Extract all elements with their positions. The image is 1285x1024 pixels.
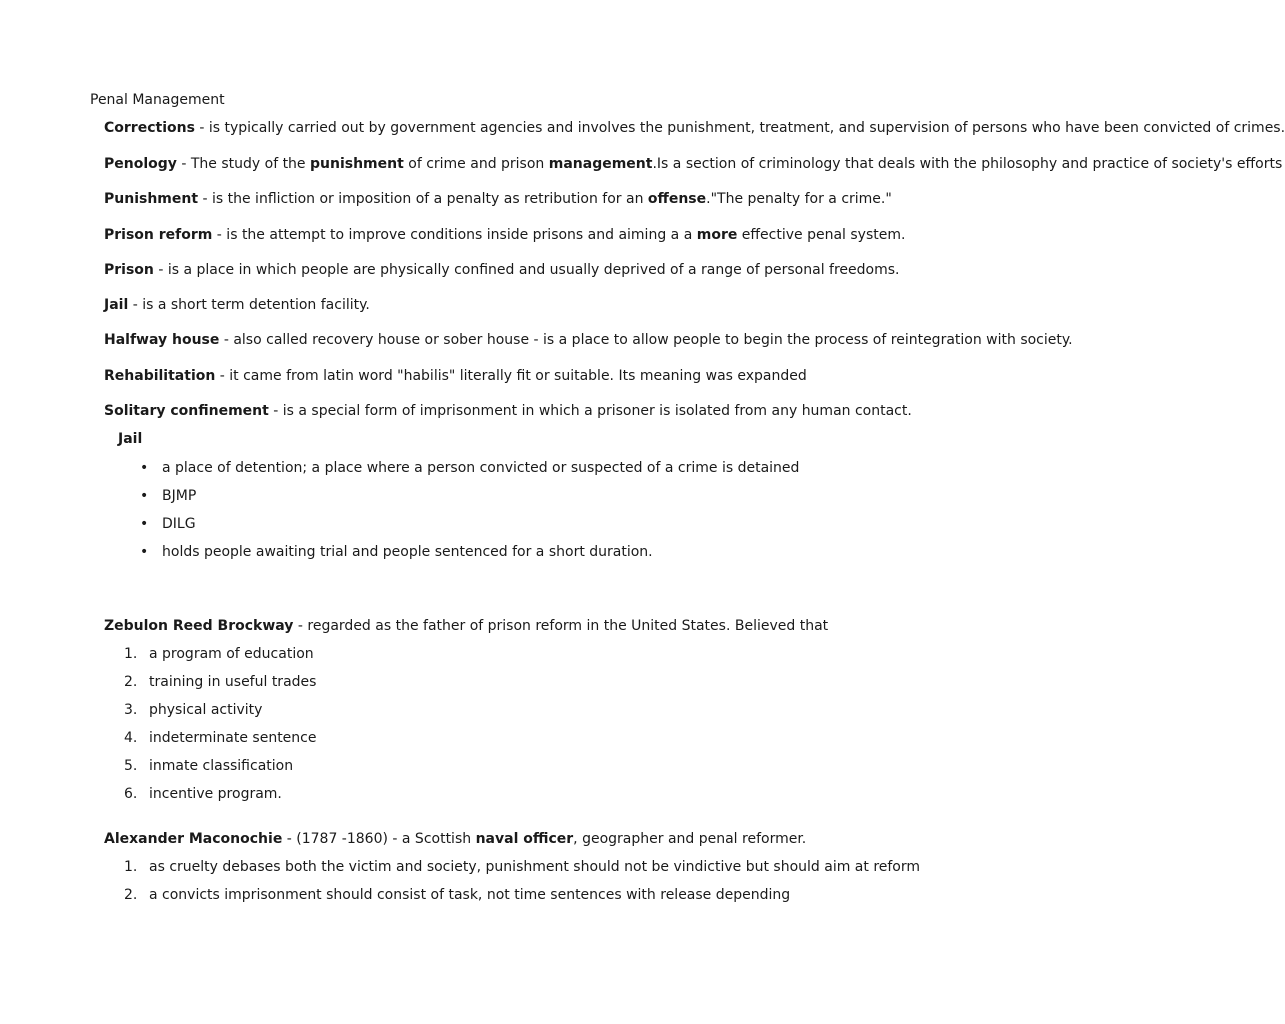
term: Rehabilitation	[104, 368, 216, 384]
text-run: - is the attempt to improve conditions inside prisons and aiming a a	[212, 227, 697, 243]
bullet-text: BJMP	[162, 488, 197, 504]
bullet-dot-icon	[140, 515, 162, 533]
definition-line	[104, 367, 807, 385]
text-run: - is a special form of imprisonment in which a prisoner is isolated from any human contact.	[268, 403, 912, 419]
term: Jail	[104, 297, 129, 313]
term: Corrections	[104, 120, 195, 136]
item-number: 6.	[124, 786, 138, 802]
item-text: inmate classification	[149, 758, 294, 774]
definition-line	[104, 226, 905, 244]
definition-line	[104, 190, 892, 208]
definition-line	[104, 119, 1285, 137]
numbered-item	[124, 785, 282, 803]
numbered-item	[124, 645, 314, 663]
term: punishment	[310, 156, 404, 172]
jail-heading: Jail	[118, 431, 143, 447]
text-run: - also called recovery house or sober house - is a place to allow people to begin the process of reintegration with society.	[219, 332, 1073, 348]
page-title: Penal Management	[90, 92, 225, 108]
text-run: effective penal system.	[737, 227, 906, 243]
bullet-text: holds people awaiting trial and people sentenced for a short duration.	[162, 544, 653, 560]
item-number: 1.	[124, 859, 138, 875]
numbered-item	[124, 729, 316, 747]
bullet-text: DILG	[162, 516, 196, 532]
term: Alexander Maconochie	[104, 831, 283, 847]
text-run: , geographer and penal reformer.	[573, 831, 807, 847]
item-text: training in useful trades	[149, 674, 317, 690]
term: Prison	[104, 262, 154, 278]
term: Punishment	[104, 191, 199, 207]
text-run: - The study of the	[176, 156, 310, 172]
numbered-item	[124, 886, 790, 904]
term: Prison reform	[104, 227, 213, 243]
numbered-item	[124, 858, 920, 876]
bullet-text: a place of detention; a place where a person convicted or suspected of a crime is detained	[162, 460, 800, 476]
text-run: - it came from latin word "habilis" literally fit or suitable. Its meaning was expanded	[215, 368, 807, 384]
numbered-item	[124, 673, 316, 691]
item-number: 4.	[124, 730, 138, 746]
text-run: ."The penalty for a crime."	[706, 191, 892, 207]
definition-line	[104, 402, 912, 420]
term: Penology	[104, 156, 177, 172]
item-text: a program of education	[149, 646, 314, 662]
numbered-item	[124, 701, 262, 719]
item-number: 1.	[124, 646, 138, 662]
term: Zebulon Reed Brockway	[104, 618, 294, 634]
text-run: - is typically carried out by government agencies and involves the punishment, treatment, and supervision of persons who have been convicted of crimes.	[194, 120, 1285, 136]
text-run: - (1787 -1860) - a Scottish	[282, 831, 476, 847]
text-run: .Is a section of criminology that deals with the philosophy and practice of society's efforts	[652, 156, 1283, 172]
term: Solitary confinement	[104, 403, 269, 419]
maconochie-paragraph	[104, 830, 806, 848]
bullet-dot-icon	[140, 459, 162, 477]
numbered-item	[124, 757, 293, 775]
term: management	[548, 156, 653, 172]
bullet-dot-icon	[140, 487, 162, 505]
term: more	[696, 227, 738, 243]
text-run: - is the infliction or imposition of a penalty as retribution for an	[198, 191, 648, 207]
item-number: 2.	[124, 674, 138, 690]
definition-line	[104, 261, 899, 279]
text-run: - is a place in which people are physically confined and usually deprived of a range of personal freedoms.	[153, 262, 900, 278]
text-run: - regarded as the father of prison reform in the United States. Believed that	[293, 618, 829, 634]
definition-line	[104, 296, 370, 314]
item-text: incentive program.	[149, 786, 282, 802]
term: naval officer	[475, 831, 574, 847]
term: offense	[647, 191, 707, 207]
definition-line	[104, 331, 1073, 349]
item-number: 5.	[124, 758, 138, 774]
text-run: of crime and prison	[403, 156, 549, 172]
item-number: 3.	[124, 702, 138, 718]
item-text: as cruelty debases both the victim and society, punishment should not be vindictive but should aim at reform	[149, 859, 921, 875]
item-number: 2.	[124, 887, 138, 903]
definition-line	[104, 155, 1282, 173]
text-run: - is a short term detention facility.	[128, 297, 370, 313]
item-text: a convicts imprisonment should consist of task, not time sentences with release depending	[149, 887, 791, 903]
item-text: physical activity	[149, 702, 263, 718]
item-text: indeterminate sentence	[149, 730, 317, 746]
bullet-dot-icon	[140, 543, 162, 561]
term: Halfway house	[104, 332, 220, 348]
brockway-paragraph	[104, 617, 828, 635]
